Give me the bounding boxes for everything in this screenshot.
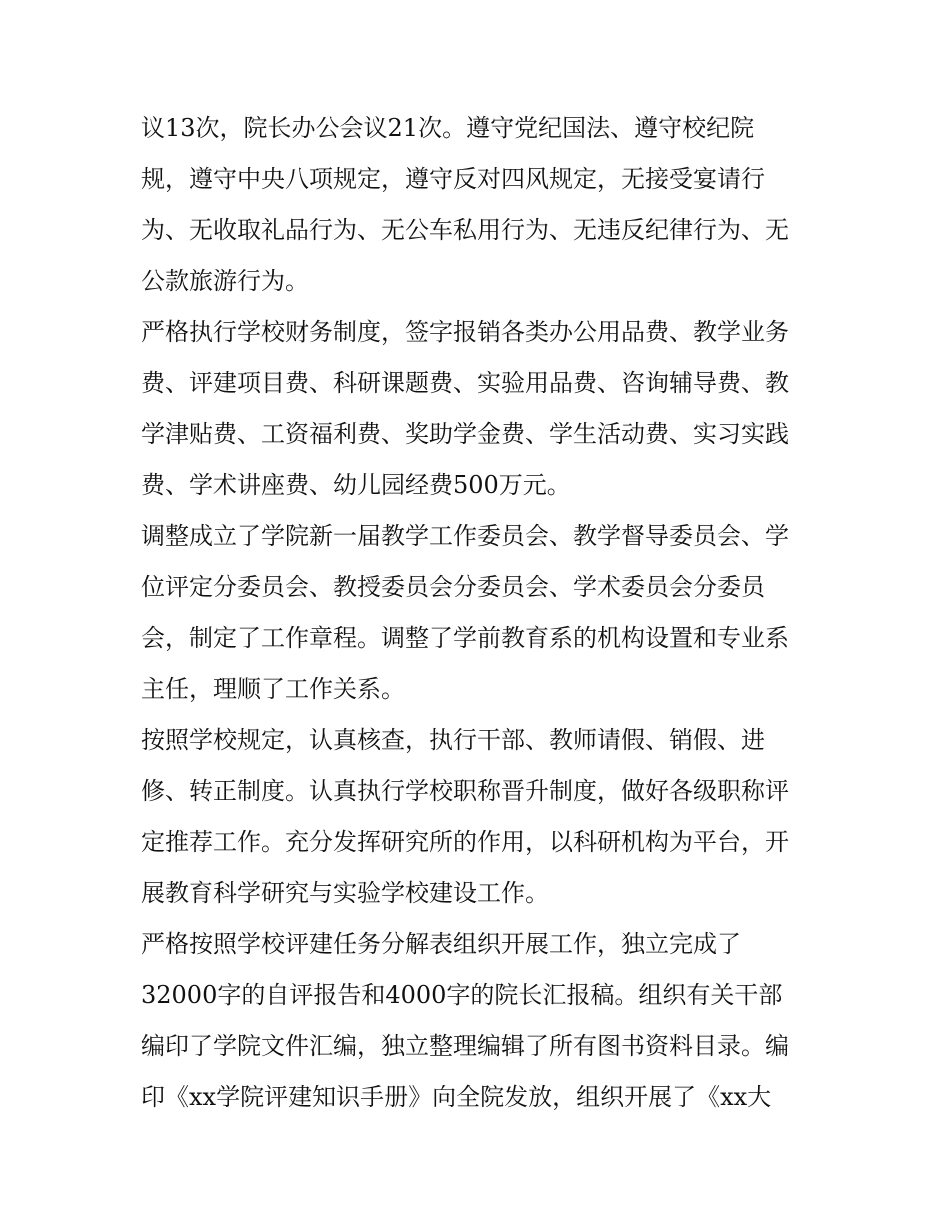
- text-line: 严格执行学校财务制度，签字报销各类办公用品费、教学业务: [141, 318, 789, 346]
- text-line: 按照学校规定，认真核查，执行干部、教师请假、销假、进: [141, 726, 765, 754]
- text-line: 32000字的自评报告和4000字的院长汇报稿。组织有关干部: [141, 981, 783, 1009]
- text-line: 费、评建项目费、科研课题费、实验用品费、咨询辅导费、教: [141, 369, 789, 397]
- text-line: 会，制定了工作章程。调整了学前教育系的机构设置和专业系: [141, 624, 789, 652]
- text-line: 定推荐工作。充分发挥研究所的作用，以科研机构为平台，开: [141, 828, 789, 856]
- text-line: 展教育科学研究与实验学校建设工作。: [141, 879, 549, 907]
- text-line: 费、学术讲座费、幼儿园经费500万元。: [141, 471, 571, 499]
- text-line: 学津贴费、工资福利费、奖助学金费、学生活动费、实习实践: [141, 420, 789, 448]
- text-line: 编印了学院文件汇编，独立整理编辑了所有图书资料目录。编: [141, 1032, 789, 1060]
- text-line: 调整成立了学院新一届教学工作委员会、教学督导委员会、学: [141, 522, 789, 550]
- text-line: 规，遵守中央八项规定，遵守反对四风规定，无接受宴请行: [141, 165, 765, 193]
- text-line: 修、转正制度。认真执行学校职称晋升制度，做好各级职称评: [141, 777, 789, 805]
- text-line: 为、无收取礼品行为、无公车私用行为、无违反纪律行为、无: [141, 216, 789, 244]
- text-line: 严格按照学校评建任务分解表组织开展工作，独立完成了: [141, 930, 741, 958]
- text-line: 主任，理顺了工作关系。: [141, 675, 405, 703]
- text-line: 公款旅游行为。: [141, 267, 309, 295]
- text-line: 议13次，院长办公会议21次。遵守党纪国法、遵守校纪院: [141, 114, 755, 142]
- text-line: 印《xx学院评建知识手册》向全院发放，组织开展了《xx大: [141, 1083, 772, 1111]
- text-line: 位评定分委员会、教授委员会分委员会、学术委员会分委员: [141, 573, 765, 601]
